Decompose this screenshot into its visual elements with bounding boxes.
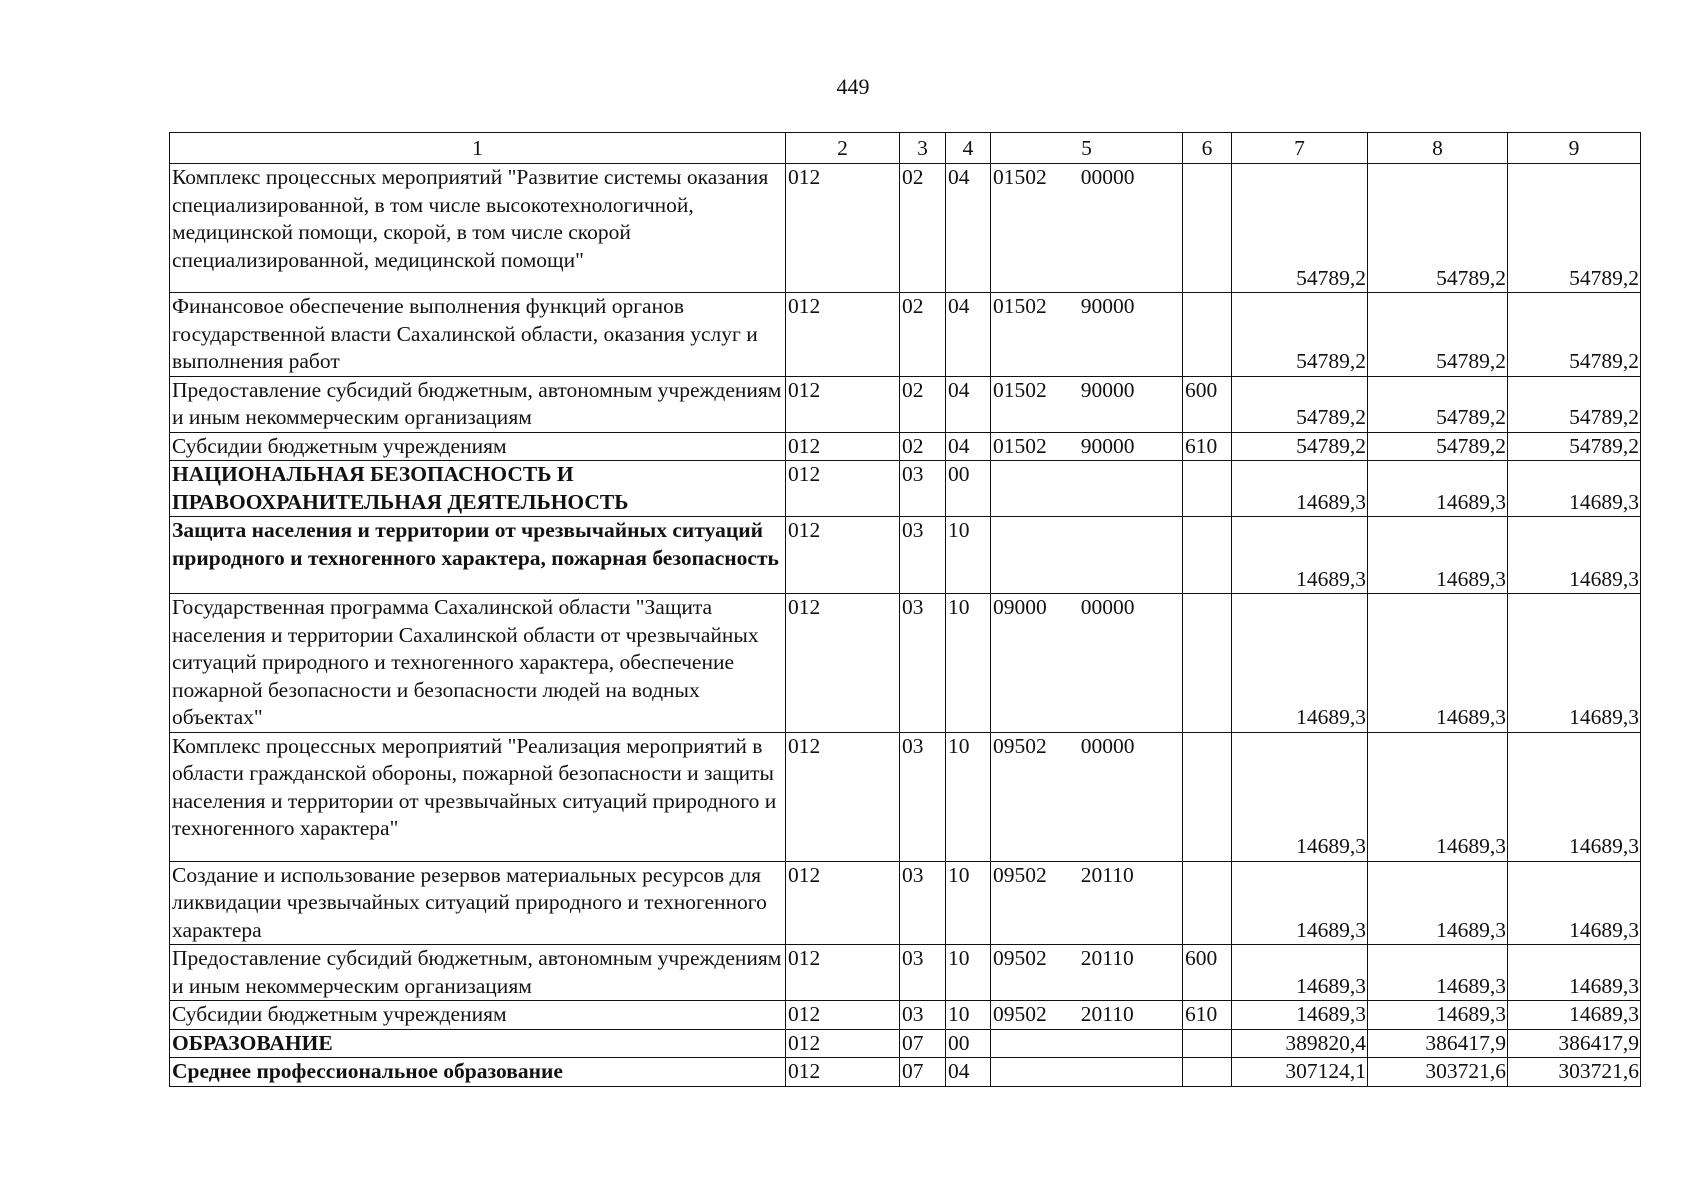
table-row bbox=[170, 1029, 1641, 1058]
expense-type-cell: 600 bbox=[1183, 945, 1232, 1001]
amount-year2-cell: 54789,2 bbox=[1368, 432, 1508, 461]
row-name-cell: Среднее профессиональное образование bbox=[170, 1058, 786, 1087]
target-article-cell bbox=[991, 517, 1183, 594]
row-name-cell: Создание и использование резервов материальных ресурсов для ликвидации чрезвычайных ситуаций природного и техногенного характера bbox=[170, 861, 786, 945]
target-article-program-code: 01502 bbox=[993, 433, 1047, 458]
amount-year2-cell: 54789,2 bbox=[1368, 164, 1508, 293]
ministry-code-cell: 012 bbox=[786, 594, 900, 733]
target-article-cell bbox=[991, 945, 1183, 1001]
ministry-code-cell: 012 bbox=[786, 1058, 900, 1087]
amount-year1-cell: 54789,2 bbox=[1232, 164, 1368, 293]
subsection-code-cell: 10 bbox=[946, 861, 991, 945]
target-article-cell bbox=[991, 861, 1183, 945]
amount-year2-cell: 14689,3 bbox=[1368, 594, 1508, 733]
ministry-code-cell: 012 bbox=[786, 732, 900, 861]
target-article-cell bbox=[991, 164, 1183, 293]
amount-year2-cell: 14689,3 bbox=[1368, 861, 1508, 945]
row-name-cell: НАЦИОНАЛЬНАЯ БЕЗОПАСНОСТЬ И ПРАВООХРАНИТЕЛЬНАЯ ДЕЯТЕЛЬНОСТЬ bbox=[170, 461, 786, 517]
target-article-program-code: 01502 bbox=[993, 294, 1047, 318]
row-name-cell: Защита населения и территории от чрезвычайных ситуаций природного и техногенного характера, пожарная безопасность bbox=[170, 517, 786, 594]
expense-type-cell bbox=[1183, 594, 1232, 733]
section-code-cell: 03 bbox=[900, 861, 946, 945]
subsection-code-cell: 04 bbox=[946, 432, 991, 461]
header-cell: 5 bbox=[991, 133, 1183, 164]
row-name-cell: ОБРАЗОВАНИЕ bbox=[170, 1029, 786, 1058]
target-article-direction-code: 90000 bbox=[1080, 433, 1135, 458]
amount-year3-cell: 386417,9 bbox=[1508, 1029, 1641, 1058]
amount-year1-cell: 54789,2 bbox=[1232, 376, 1368, 432]
target-article-direction-code: 00000 bbox=[1080, 733, 1135, 758]
target-article-program-code: 01502 bbox=[993, 165, 1047, 189]
row-name-cell: Государственная программа Сахалинской области "Защита населения и территории Сахалинской области от чрезвычайных ситуаций природного и техногенного характера, обеспечение пожарной безопасности и безопасности людей на водных объектах" bbox=[170, 594, 786, 733]
section-code-cell: 02 bbox=[900, 164, 946, 293]
target-article-program-code: 09502 bbox=[993, 862, 1047, 887]
table-row bbox=[170, 164, 1641, 293]
row-name-cell: Комплекс процессных мероприятий "Реализация мероприятий в области гражданской обороны, пожарной безопасности и защиты населения и территории от чрезвычайных ситуаций природного и техногенного характера" bbox=[170, 732, 786, 861]
table-row bbox=[170, 293, 1641, 377]
section-code-cell: 07 bbox=[900, 1058, 946, 1087]
amount-year3-cell: 54789,2 bbox=[1508, 432, 1641, 461]
ministry-code-cell: 012 bbox=[786, 1029, 900, 1058]
table-row bbox=[170, 594, 1641, 733]
target-article-program-code: 09000 bbox=[993, 595, 1047, 619]
target-article-direction-code: 90000 bbox=[1080, 377, 1135, 402]
ministry-code-cell: 012 bbox=[786, 293, 900, 377]
target-article-cell bbox=[991, 732, 1183, 861]
header-cell: 4 bbox=[946, 133, 991, 164]
amount-year1-cell: 307124,1 bbox=[1232, 1058, 1368, 1087]
header-cell: 3 bbox=[900, 133, 946, 164]
amount-year3-cell: 303721,6 bbox=[1508, 1058, 1641, 1087]
expense-type-cell: 610 bbox=[1183, 1001, 1232, 1030]
amount-year2-cell: 303721,6 bbox=[1368, 1058, 1508, 1087]
amount-year3-cell: 14689,3 bbox=[1508, 1001, 1641, 1030]
header-cell: 1 bbox=[170, 133, 786, 164]
target-article-cell bbox=[991, 1029, 1183, 1058]
header-cell: 7 bbox=[1232, 133, 1368, 164]
budget-table bbox=[169, 132, 1641, 1087]
header-cell: 9 bbox=[1508, 133, 1641, 164]
amount-year2-cell: 14689,3 bbox=[1368, 517, 1508, 594]
section-code-cell: 03 bbox=[900, 732, 946, 861]
subsection-code-cell: 10 bbox=[946, 517, 991, 594]
header-cell: 8 bbox=[1368, 133, 1508, 164]
row-name-cell: Субсидии бюджетным учреждениям bbox=[170, 1001, 786, 1030]
subsection-code-cell: 00 bbox=[946, 461, 991, 517]
expense-type-cell: 600 bbox=[1183, 376, 1232, 432]
amount-year3-cell: 14689,3 bbox=[1508, 732, 1641, 861]
section-code-cell: 03 bbox=[900, 945, 946, 1001]
section-code-cell: 02 bbox=[900, 293, 946, 377]
subsection-code-cell: 10 bbox=[946, 1001, 991, 1030]
subsection-code-cell: 10 bbox=[946, 945, 991, 1001]
table-header-row bbox=[170, 133, 1641, 164]
ministry-code-cell: 012 bbox=[786, 861, 900, 945]
amount-year2-cell: 14689,3 bbox=[1368, 945, 1508, 1001]
section-code-cell: 03 bbox=[900, 1001, 946, 1030]
amount-year3-cell: 54789,2 bbox=[1508, 293, 1641, 377]
ministry-code-cell: 012 bbox=[786, 517, 900, 594]
table-row bbox=[170, 461, 1641, 517]
subsection-code-cell: 04 bbox=[946, 164, 991, 293]
expense-type-cell bbox=[1183, 732, 1232, 861]
subsection-code-cell: 10 bbox=[946, 732, 991, 861]
target-article-program-code: 09502 bbox=[993, 1002, 1047, 1026]
row-name-cell: Финансовое обеспечение выполнения функций органов государственной власти Сахалинской области, оказания услуг и выполнения работ bbox=[170, 293, 786, 377]
amount-year1-cell: 14689,3 bbox=[1232, 594, 1368, 733]
amount-year1-cell: 389820,4 bbox=[1232, 1029, 1368, 1058]
section-code-cell: 02 bbox=[900, 432, 946, 461]
table-row bbox=[170, 945, 1641, 1001]
ministry-code-cell: 012 bbox=[786, 1001, 900, 1030]
table-row bbox=[170, 1001, 1641, 1030]
section-code-cell: 03 bbox=[900, 517, 946, 594]
target-article-direction-code: 20110 bbox=[1080, 946, 1134, 970]
amount-year2-cell: 54789,2 bbox=[1368, 293, 1508, 377]
amount-year3-cell: 14689,3 bbox=[1508, 517, 1641, 594]
target-article-cell bbox=[991, 1001, 1183, 1030]
table-row bbox=[170, 432, 1641, 461]
header-cell: 6 bbox=[1183, 133, 1232, 164]
amount-year1-cell: 14689,3 bbox=[1232, 517, 1368, 594]
ministry-code-cell: 012 bbox=[786, 945, 900, 1001]
row-name-cell: Предоставление субсидий бюджетным, автономным учреждениям и иным некоммерческим организациям bbox=[170, 945, 786, 1001]
amount-year1-cell: 14689,3 bbox=[1232, 732, 1368, 861]
amount-year2-cell: 386417,9 bbox=[1368, 1029, 1508, 1058]
ministry-code-cell: 012 bbox=[786, 164, 900, 293]
target-article-direction-code: 00000 bbox=[1080, 165, 1135, 189]
expense-type-cell bbox=[1183, 461, 1232, 517]
amount-year2-cell: 14689,3 bbox=[1368, 732, 1508, 861]
section-code-cell: 03 bbox=[900, 461, 946, 517]
amount-year3-cell: 14689,3 bbox=[1508, 594, 1641, 733]
table-row bbox=[170, 376, 1641, 432]
row-name-cell: Предоставление субсидий бюджетным, автономным учреждениям и иным некоммерческим организациям bbox=[170, 376, 786, 432]
expense-type-cell bbox=[1183, 1029, 1232, 1058]
amount-year1-cell: 14689,3 bbox=[1232, 861, 1368, 945]
amount-year3-cell: 14689,3 bbox=[1508, 945, 1641, 1001]
header-cell: 2 bbox=[786, 133, 900, 164]
target-article-direction-code: 90000 bbox=[1080, 294, 1135, 318]
ministry-code-cell: 012 bbox=[786, 461, 900, 517]
target-article-cell bbox=[991, 376, 1183, 432]
table-row bbox=[170, 732, 1641, 861]
subsection-code-cell: 04 bbox=[946, 1058, 991, 1087]
section-code-cell: 02 bbox=[900, 376, 946, 432]
subsection-code-cell: 10 bbox=[946, 594, 991, 733]
amount-year3-cell: 54789,2 bbox=[1508, 164, 1641, 293]
section-code-cell: 07 bbox=[900, 1029, 946, 1058]
target-article-direction-code: 00000 bbox=[1080, 595, 1135, 619]
target-article-cell bbox=[991, 293, 1183, 377]
amount-year2-cell: 14689,3 bbox=[1368, 461, 1508, 517]
ministry-code-cell: 012 bbox=[786, 432, 900, 461]
target-article-program-code: 01502 bbox=[993, 377, 1047, 402]
amount-year1-cell: 54789,2 bbox=[1232, 432, 1368, 461]
expense-type-cell bbox=[1183, 861, 1232, 945]
subsection-code-cell: 00 bbox=[946, 1029, 991, 1058]
expense-type-cell bbox=[1183, 1058, 1232, 1087]
subsection-code-cell: 04 bbox=[946, 376, 991, 432]
row-name-cell: Комплекс процессных мероприятий "Развитие системы оказания специализированной, в том числе высокотехнологичной, медицинской помощи, скорой, в том числе скорой специализированной, медицинской помощи" bbox=[170, 164, 786, 293]
amount-year2-cell: 14689,3 bbox=[1368, 1001, 1508, 1030]
amount-year3-cell: 14689,3 bbox=[1508, 461, 1641, 517]
amount-year1-cell: 54789,2 bbox=[1232, 293, 1368, 377]
amount-year3-cell: 54789,2 bbox=[1508, 376, 1641, 432]
expense-type-cell bbox=[1183, 293, 1232, 377]
expense-type-cell bbox=[1183, 164, 1232, 293]
target-article-direction-code: 20110 bbox=[1080, 1002, 1134, 1026]
target-article-cell bbox=[991, 1058, 1183, 1087]
subsection-code-cell: 04 bbox=[946, 293, 991, 377]
row-name-cell: Субсидии бюджетным учреждениям bbox=[170, 432, 786, 461]
amount-year2-cell: 54789,2 bbox=[1368, 376, 1508, 432]
target-article-direction-code: 20110 bbox=[1080, 862, 1134, 887]
target-article-cell bbox=[991, 432, 1183, 461]
expense-type-cell bbox=[1183, 517, 1232, 594]
section-code-cell: 03 bbox=[900, 594, 946, 733]
amount-year1-cell: 14689,3 bbox=[1232, 1001, 1368, 1030]
page-number: 449 bbox=[836, 74, 870, 99]
expense-type-cell: 610 bbox=[1183, 432, 1232, 461]
table-row bbox=[170, 517, 1641, 594]
target-article-cell bbox=[991, 594, 1183, 733]
table-row bbox=[170, 1058, 1641, 1087]
amount-year1-cell: 14689,3 bbox=[1232, 945, 1368, 1001]
target-article-cell bbox=[991, 461, 1183, 517]
amount-year3-cell: 14689,3 bbox=[1508, 861, 1641, 945]
ministry-code-cell: 012 bbox=[786, 376, 900, 432]
target-article-program-code: 09502 bbox=[993, 733, 1047, 758]
target-article-program-code: 09502 bbox=[993, 946, 1047, 970]
table-row bbox=[170, 861, 1641, 945]
amount-year1-cell: 14689,3 bbox=[1232, 461, 1368, 517]
